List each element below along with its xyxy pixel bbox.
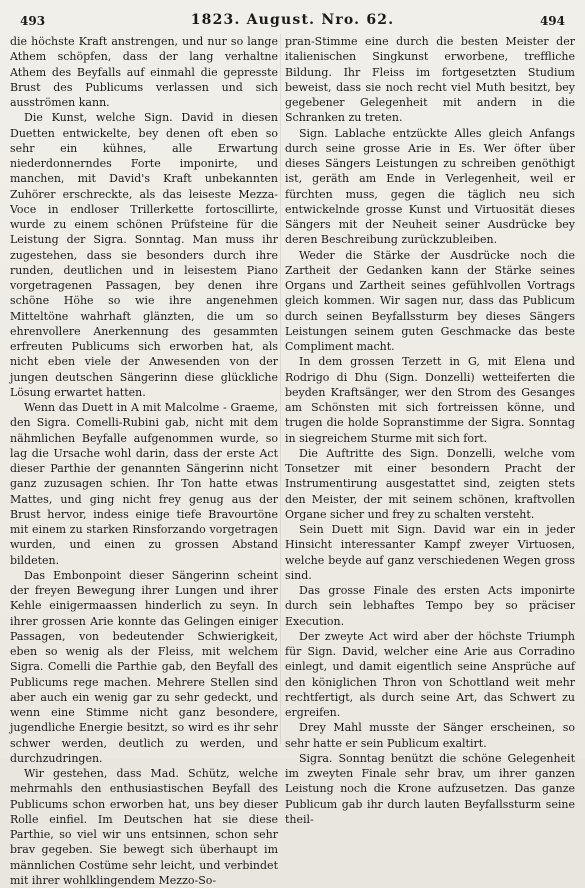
- page-number-left: 493: [20, 14, 46, 28]
- right-column: [285, 34, 575, 827]
- running-title: 1823. August. Nro. 62.: [190, 12, 395, 28]
- paragraph: pran-Stimme eine durch die besten Meister der italienischen Singkunst erworbene, treffliche Bildung. Ihr Fleiss im fortgesetzten Studium beweist, dass sie noch recht viel Muth besitzt, bey gegebener Gelegenheit mit andern in die Schranken zu treten.: [285, 35, 575, 125]
- paragraph: Weder die Stärke der Ausdrücke noch die Zartheit der Gedanken kann der Stärke seines Organs und Zartheit seines gefühlvollen Vortrags gleich kommen. Wir sagen nur, dass das Publicum durch seinen Beyfallssturm bey dieses Sängers Leistungen seinem guten Geschmacke das beste Compliment macht.: [285, 248, 575, 353]
- paragraph: Der zweyte Act wird aber der höchste Triumph für Sign. David, welcher eine Arie aus Corradino einlegt, und damit eigentlich seine Ansprüche auf den königlichen Thron von Schottland weit mehr rechtfertigt, als durch seine Art, das Schwert zu ergreifen.: [285, 629, 575, 719]
- left-column: [10, 34, 278, 888]
- paragraph: Das Embonpoint dieser Sängerinn scheint der freyen Bewegung ihrer Lungen und ihrer Kehle einigermaassen hinderlich zu seyn. In ihrer grossen Arie konnte das Gelingen einiger Passagen, von bedeutender Schwierigkeit, eben so wenig als der Fleiss, mit welchem Sigra. Comelli die Parthie gab, den Beyfall des Publicums rege machen. Mehrere Stellen sind aber auch ein wenig gar zu sehr gedeckt, und wenn eine Stimme nicht ganz besondere, jugendliche Energie besitzt, so wird es ihr sehr schwer werden, deutlich zu werden, und durchzudringen.: [10, 568, 278, 765]
- page-header: [20, 6, 565, 30]
- paragraph: Sein Duett mit Sign. David war ein in jeder Hinsicht interessanter Kampf zweyer Virtuosen, welche beyde auf ganz verschiedenen Wegen gross sind.: [285, 523, 575, 582]
- paragraph: In dem grossen Terzett in G, mit Elena und Rodrigo di Dhu (Sign. Donzelli) wetteiferten die beyden Kraftsänger, wer den Strom des Gesanges am Schönsten mit sich fortreissen könne, und trugen die holde Sopranstimme der Sigra. Sonntag in siegreichem Sturme mit sich fort.: [285, 355, 575, 445]
- column-divider: [280, 34, 281, 744]
- paragraph: Wir gestehen, dass Mad. Schütz, welche mehrmahls den enthusiastischen Beyfall des Publicums schon erworben hat, uns bey dieser Rolle einfiel. Im Deutschen hat sie diese Parthie, so viel wir uns entsinnen, schon sehr brav gegeben. Sie bewegt sich überhaupt im männlichen Costüme sehr leicht, und verbindet mit ihrer wohlklingendem Mezzo-So-: [10, 767, 278, 887]
- paragraph: Sign. Lablache entzückte Alles gleich Anfangs durch seine grosse Arie in Es. Wer öfter über dieses Sängers Leistungen zu schreiben genöthigt ist, geräth am Ende in Verlegenheit, weil er fürchten muss, gegen die täglich neu sich entwickelnde grosse Kunst und Virtuosität dieses Sängers mit der Neuheit seiner Ausdrücke bey deren Beschreibung zurückzubleiben.: [285, 126, 575, 247]
- paragraph: die höchste Kraft anstrengen, und nur so lange Athem schöpfen, dass der lang verhaltne Athem des Beyfalls auf einmahl die gepresste Brust des Publicums verlassen und sich ausströmen kann.: [10, 35, 278, 109]
- paragraph: Drey Mahl musste der Sänger erscheinen, so sehr hatte er sein Publicum exaltirt.: [285, 721, 575, 750]
- paragraph: Die Kunst, welche Sign. David in diesen Duetten entwickelte, bey denen oft eben so sehr ein kühnes, alle Erwartung niederdonnerndes Forte imponirte, und manchen, mit David's Kraft unbekannten Zuhörer erschreckte, als das leiseste Mezza-Voce in endloser Trillerkette fortoscillirte, wurde zu einem schönen Prüfsteine für die Leistung der Sigra. Sonntag. Man muss ihr zugestehen, dass sie besonders durch ihre runden, deutlichen und in leisestem Piano vorgetragenen Passagen, bey denen ihre schöne Höhe so wie ihre angenehmen Mitteltöne wahrhaft glänzten, die um so ehrenvollere Anerkennung des gesammten erfreuten Publicums sich erworben hat, als nicht eben viele der Anwesenden von der jungen deutschen Sängerinn diese glückliche Lösung erwartet hatten.: [10, 111, 278, 399]
- paragraph: Sigra. Sonntag benützt die schöne Gelegenheit im zweyten Finale sehr brav, um ihrer ganzen Leistung noch die Krone aufzusetzen. Das ganze Publicum gab ihr durch lauten Beyfallssturm seine theil-: [285, 751, 575, 826]
- page-number-right: 494: [539, 14, 565, 28]
- paragraph: Das grosse Finale des ersten Acts imponirte durch sein lebhaftes Tempo bey so präciser Execution.: [285, 584, 575, 628]
- paragraph: Die Auftritte des Sign. Donzelli, welche vom Tonsetzer mit einer besondern Pracht der Instrumentirung ausgestattet sind, zeigten stets den Meister, der mit seinem schönen, kraftvollen Organe sicher und frey zu schalten versteht.: [285, 446, 575, 521]
- paragraph: Wenn das Duett in A mit Malcolme - Graeme, den Sigra. Comelli-Rubini gab, nicht mit dem nähmlichen Beyfalle aufgenommen wurde, so lag die Ursache wohl darin, dass der erste Act dieser Parthie der genannten Sängerinn nicht ganz zuzusagen schien. Ihr Ton hatte etwas Mattes, und ging nicht frey genug aus der Brust hervor, indess einige tiefe Bravourtöne mit einem zu starken Rinsforzando vorgetragen wurden, und einen zu grossen Abstand bildeten.: [10, 401, 278, 567]
